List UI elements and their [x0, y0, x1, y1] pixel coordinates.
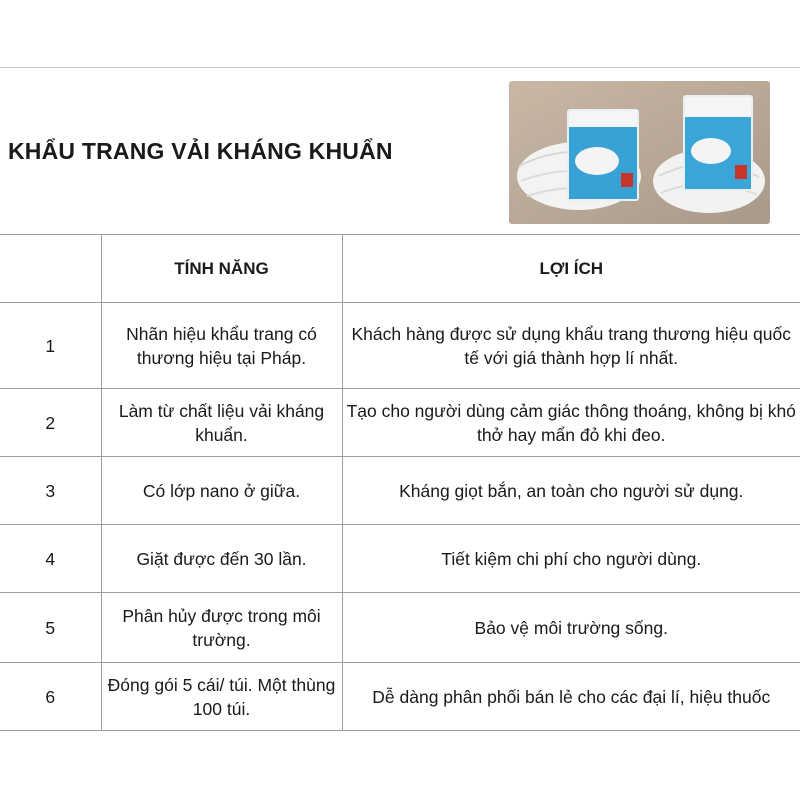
document-header: [0, 68, 800, 234]
page-title: KHẨU TRANG VẢI KHÁNG KHUẨN: [8, 138, 393, 164]
row-number: 2: [0, 389, 101, 457]
row-number: 4: [0, 525, 101, 593]
header-number: [0, 235, 101, 303]
row-feature: Có lớp nano ở giữa.: [101, 457, 342, 525]
row-number: 1: [0, 303, 101, 389]
row-number: 3: [0, 457, 101, 525]
row-feature: Làm từ chất liệu vải kháng khuẩn.: [101, 389, 342, 457]
row-feature: Giặt được đến 30 lần.: [101, 525, 342, 593]
header-benefit: LỢI ÍCH: [342, 235, 800, 303]
row-feature: Phân hủy được trong môi trường.: [101, 593, 342, 663]
mask-packages-photo: [509, 81, 770, 224]
table-row: [0, 303, 800, 389]
table-header-row: [0, 235, 800, 303]
row-benefit: Dễ dàng phân phối bán lẻ cho các đại lí, hiệu thuốc: [342, 663, 800, 731]
row-benefit: Kháng giọt bắn, an toàn cho người sử dụng.: [342, 457, 800, 525]
row-benefit: Khách hàng được sử dụng khẩu trang thương hiệu quốc tế với giá thành hợp lí nhất.: [342, 303, 800, 389]
feature-benefit-table: [0, 234, 800, 731]
table-row: [0, 389, 800, 457]
table-row: [0, 525, 800, 593]
document-sheet: [0, 67, 800, 731]
row-number: 5: [0, 593, 101, 663]
row-benefit: Bảo vệ môi trường sống.: [342, 593, 800, 663]
table-row: [0, 457, 800, 525]
header-feature: TÍNH NĂNG: [101, 235, 342, 303]
row-benefit: Tiết kiệm chi phí cho người dùng.: [342, 525, 800, 593]
table-row: [0, 663, 800, 731]
row-benefit: Tạo cho người dùng cảm giác thông thoáng, không bị khó thở hay mẩn đỏ khi đeo.: [342, 389, 800, 457]
row-feature: Đóng gói 5 cái/ túi. Một thùng 100 túi.: [101, 663, 342, 731]
table-row: [0, 593, 800, 663]
row-feature: Nhãn hiệu khẩu trang có thương hiệu tại Pháp.: [101, 303, 342, 389]
row-number: 6: [0, 663, 101, 731]
